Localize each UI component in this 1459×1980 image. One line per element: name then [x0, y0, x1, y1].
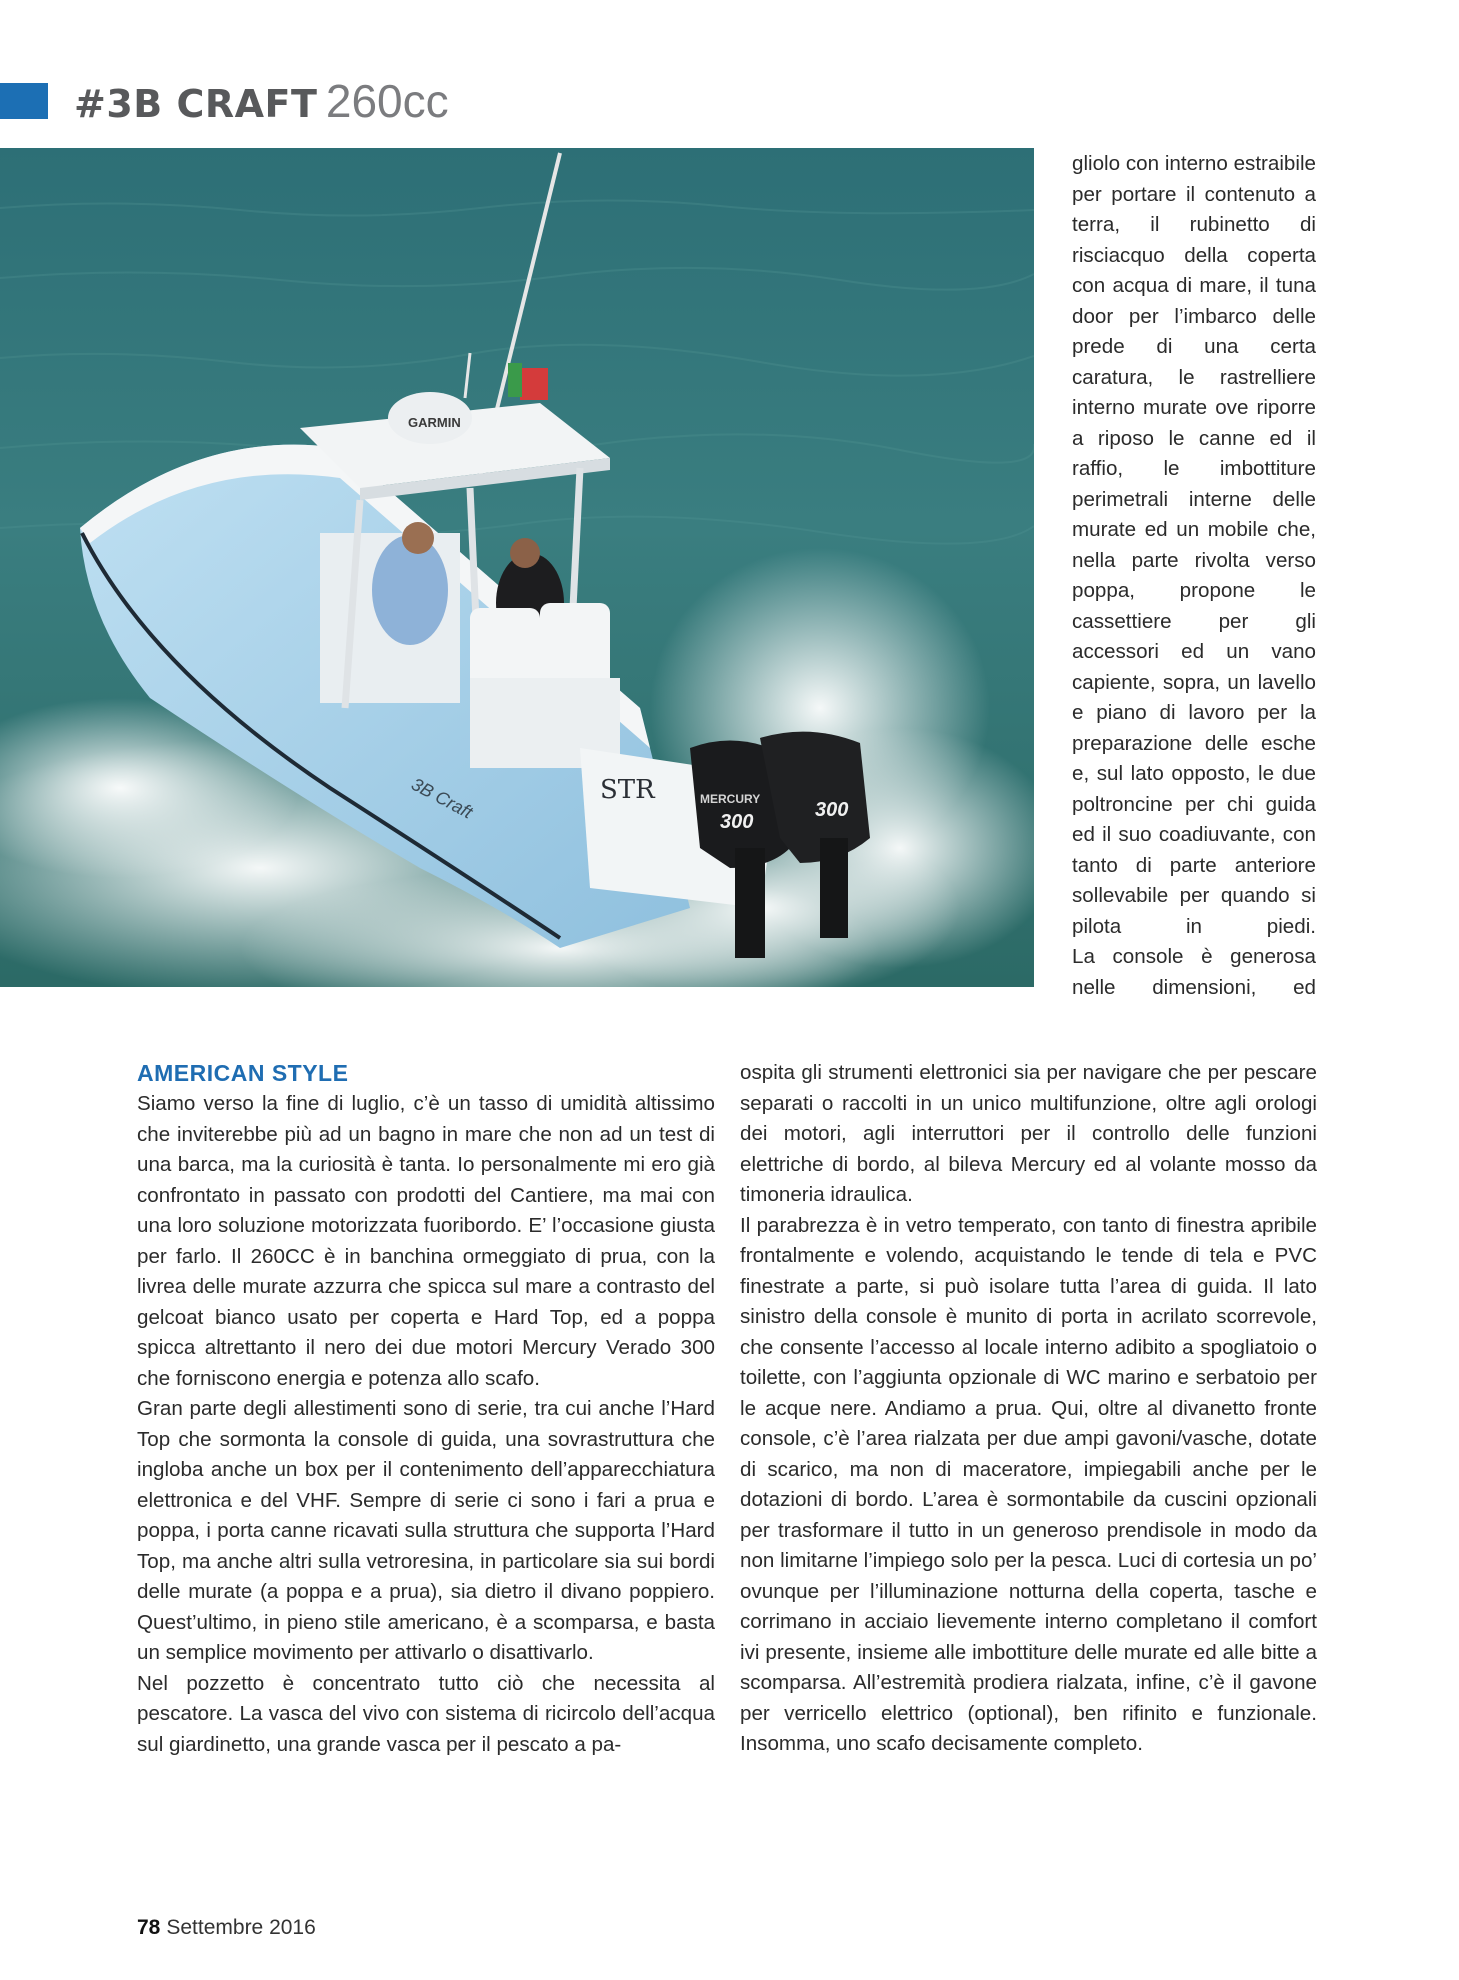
radar-lettering: GARMIN [408, 415, 461, 430]
side-paragraph-2-start: La console è generosa nelle dimensioni, ed [1072, 945, 1316, 999]
right-paragraph-2: Il parabrezza è in vetro temperato, con tanto di finestra apribile frontalmente e volendo, acquistando le tende di tela e PVC finestrate a parte, si può isolare tutta l’area di guida. Il lato sinistro della console è munito di porta in acrilato scorrevole, che consente l’accesso al locale interno adibito a spogliatoio o toilette, con l’aggiunta opzionale di WC marino e serbatoio per le acque nere. Andiamo a prua. Qui, oltre al divanetto fronte console, c’è l’area rialzata per due ampi gavoni/vasche, dotate di scarico, ma non di maceratore, impiegabili anche per le dotazioni di bordo. L’area è sormontabile da cuscini opzionali per trasformare il tutto in un generoso prendisole in modo da non limitarne l’impiego solo per la pesca. Luci di cortesia un po’ ovunque per l’illuminazione notturna della coperta, tasche e corrimano in acciaio lievemente interno completano il comfort ivi presente, insieme alle imbottiture delle murate ed alle bitte a scomparsa. All’estremità prodiera rialzata, infine, c’è il gavone per verricello elettrico (optional), ben rifinito e funzionale. Insomma, uno scafo decisamente completo. [740, 1213, 1317, 1755]
right-paragraph-1: ospita gli strumenti elettronici sia per navigare che per pescare separati o raccolti in un unico multifunzione, oltre agli orologi dei motori, agli interruttori per il controllo delle funzioni elettriche di bordo, al bileva Mercury ed al volante mosso da timoneria idraulica. [740, 1061, 1317, 1206]
left-paragraph-2: Gran parte degli allestimenti sono di serie, tra cui anche l’Hard Top che sormonta la console di guida, una sovrastruttura che ingloba anche un box per il contenimento dell’apparecchiatura elettronica e del VHF. Sempre di serie ci sono i fari a prua e poppa, i porta canne ricavati sulla struttura che supporta l’Hard Top, ma anche altri sulla vetroresina, in particolare sia sui bordi delle murate (a poppa e a prua), sia dietro il divano poppiero. Quest’ultimo, in pieno stile americano, è a scomparsa, e basta un semplice movimento per attivarlo o disattivarlo. [137, 1397, 715, 1664]
page-number: 78 [137, 1916, 161, 1939]
side-paragraph-1: gliolo con interno estraibile per portare il contenuto a terra, il rubinetto di risciacquo della coperta con acqua di mare, il tuna door per l’imbarco delle prede di una certa caratura, le rastrelliere interno murate ove riporre a riposo le canne ed il raffio, le imbottiture perimetrali interne delle murate ed un mobile che, nella parte rivolta verso poppa, propone le cassettiere per gli accessori ed un vano capiente, sopra, un lavello e piano di lavoro per la preparazione delle esche e, sul lato opposto, le due poltroncine per chi guida ed il suo coadiuvante, con tanto di parte anteriore sollevabile per quando si pilota in piedi. [1072, 152, 1316, 938]
page-footer [137, 1916, 316, 1940]
left-paragraph-3: Nel pozzetto è concentrato tutto ciò che necessita al pescatore. La vasca del vivo con sistema di ricircolo dell’acqua sul giardinetto, una grande vasca per il pescato a pa- [137, 1671, 715, 1756]
left-column [137, 1058, 715, 1760]
left-paragraph-1: Siamo verso la fine di luglio, c’è un tasso di umidità altissimo che inviterebbe più ad un bagno in mare che non ad un test di una barca, ma la curiosità è tanta. Io personalmente mi ero già confrontato in passato con prodotti del Cantiere, ma mai con una loro soluzione motorizzata fuoribordo. E’ l’occasione giusta per farlo. Il 260CC è in banchina ormeggiato di prua, con la livrea delle murate azzurra che spicca sul mare a contrasto del gelcoat bianco usato per coperta e Hard Top, ed a poppa spicca altrettanto il nero dei due motori Mercury Verado 300 che forniscono energia e potenza allo scafo. [137, 1092, 715, 1390]
right-column [740, 1058, 1317, 1760]
hull-lettering: 3B Craft [408, 773, 476, 823]
engine-brand-lettering: MERCURY [700, 792, 761, 806]
issue-date: Settembre 2016 [166, 1916, 316, 1939]
article-header [74, 74, 449, 128]
side-column [1072, 149, 1316, 1003]
boat-photo [0, 148, 1034, 987]
header-brand: #3B CRAFT [74, 82, 318, 126]
header-accent-bar [0, 83, 48, 119]
transom-lettering: STR [600, 775, 655, 805]
engine-hp-right: 300 [815, 799, 849, 821]
section-title: AMERICAN STYLE [137, 1060, 349, 1086]
header-model: 260cc [325, 75, 449, 127]
engine-hp-left: 300 [720, 811, 754, 833]
